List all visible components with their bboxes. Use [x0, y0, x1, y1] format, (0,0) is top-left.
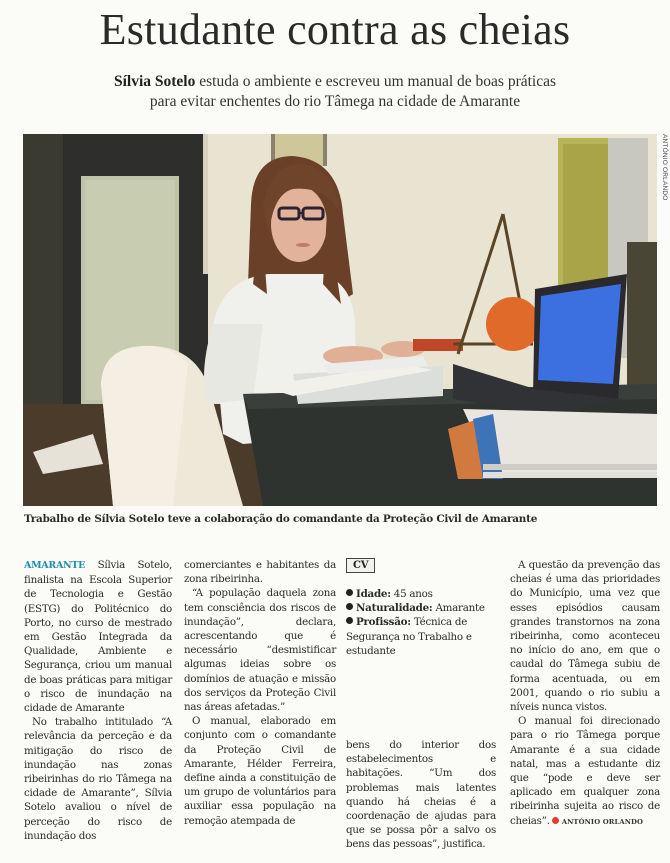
cv-value: Amarante	[432, 602, 485, 615]
paragraph: “A população daquela zona tem consciência dos riscos de inundação”, declara, acrescentando que é necessário “desmistificar algumas ideias sobre os domínios de atuação e missão dos serviços da Proteção Civil nas áreas afetadas.”	[184, 587, 336, 714]
subheadline	[40, 72, 630, 112]
photo-credit	[657, 134, 669, 214]
dateline: AMARANTE	[24, 560, 86, 571]
subhead-name: Sílvia Sotelo	[113, 73, 196, 90]
cv-label: Naturalidade:	[356, 602, 433, 615]
paragraph: A questão da prevenção das cheias é uma das prioridades do Município, uma vez que esses episódios causam grandes transtornos na zona ribeirinha, como aconteceu no início do ano, em que o caudal do Tâmega subiu de forma acentuada, ou em 2001, quando o rio subiu a níveis nunca vistos.	[510, 559, 660, 714]
photo-caption: Trabalho de Sílvia Sotelo teve a colaboração do comandante da Proteção Civil de Amarante	[24, 513, 538, 525]
cv-badge: CV	[346, 558, 375, 573]
bullet-icon	[346, 589, 353, 596]
cv-item-profession	[346, 615, 496, 658]
paragraph: bens do interior dos estabelecimentos e habitações. “Um dos problemas mais latentes quando há cheias é a coordenação de ajudas para que se possa pôr a salvo os bens das pessoas”, justifica.	[346, 739, 496, 851]
subhead-line1: estuda o ambiente e escreveu um manual de boas práticas	[195, 73, 557, 90]
cv-box	[346, 558, 496, 658]
article-photo	[23, 134, 657, 506]
paragraph: comerciantes e habitantes da zona ribeirinha.	[184, 559, 336, 586]
cv-label: Profissão:	[356, 616, 411, 629]
article-column-2	[184, 558, 336, 828]
photo-credit-text: ANTÓNIO ORLANDO	[661, 134, 668, 201]
bullet-icon	[346, 603, 353, 610]
paragraph	[510, 714, 660, 829]
byline: ANTÓNIO ORLANDO	[561, 817, 644, 826]
cv-value: Técnica de Segurança no Trabalho e estudante	[346, 616, 472, 657]
cv-list	[346, 587, 496, 658]
cv-item-naturality	[346, 601, 496, 615]
article-column-3	[346, 738, 496, 852]
bullet-icon	[346, 617, 353, 624]
paragraph: No trabalho intitulado “A relevância da perceção e da mitigação do risco de inundação nas zonas ribeirinhas do rio Tâmega na cidade de Amarante”, Sílvia Sotelo avaliou o nível de perceção do risco de inundação dos	[24, 716, 172, 842]
cv-item-age	[346, 587, 496, 601]
paragraph-text: Sílvia Sotelo, finalista na Escola Superior de Tecnologia e Gestão (ESTG) do Politécnico do Porto, no curso de mestrado em Gestão Integrada da Qualidade, Ambiente e Segurança, criou um manual de boas práticas para mitigar o risco de inundação na cidade de Amarante	[24, 559, 172, 715]
photo-woman-at-desk-icon	[23, 134, 657, 506]
paragraph: O manual, elaborado em conjunto com o comandante da Proteção Civil de Amarante, Hélder Ferreira, define ainda a constituição de um grupo de voluntários para auxiliar essa população na remoção atempada de	[184, 715, 336, 827]
cv-label: Idade:	[356, 588, 391, 600]
paragraph-text: O manual foi direcionado para o rio Tâmega porque Amarante é a sua cidade natal, mas a estudante diz que “pode e deve ser aplicado em qualquer zona ribeirinha sujeita ao risco de cheias”.	[510, 715, 660, 827]
article-column-4	[510, 558, 660, 829]
subhead-line2: para evitar enchentes do rio Tâmega na cidade de Amarante	[149, 93, 521, 110]
headline: Estudante contra as cheias	[99, 5, 571, 54]
paragraph	[24, 558, 172, 715]
cv-value: 45 anos	[390, 588, 433, 600]
end-mark-icon	[552, 817, 559, 824]
article-column-1	[24, 558, 172, 843]
